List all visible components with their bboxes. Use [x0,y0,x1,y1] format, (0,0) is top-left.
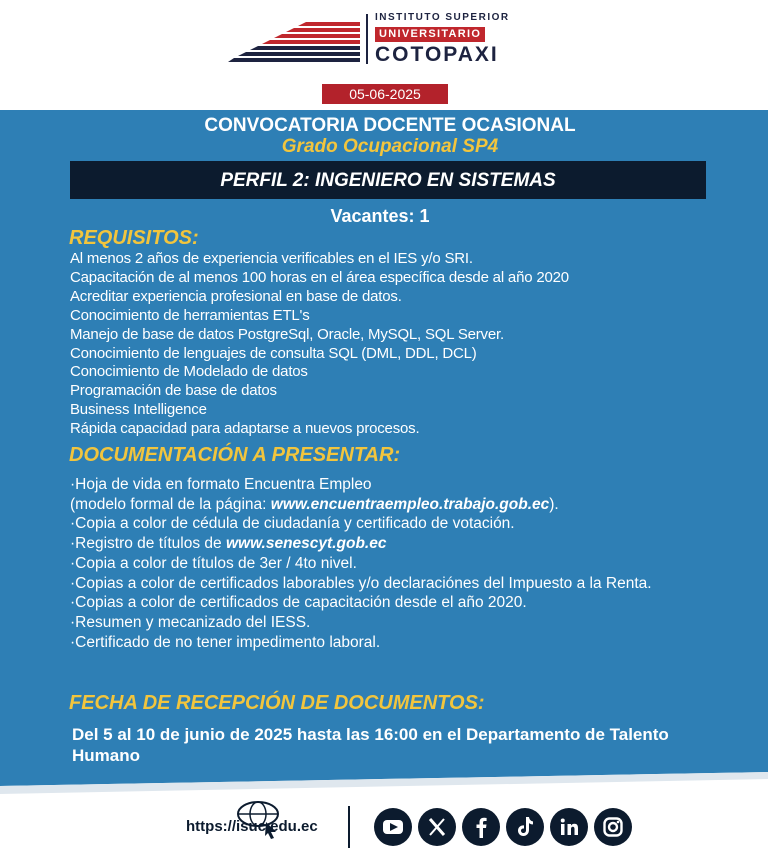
requirement-item: Capacitación de al menos 100 horas en el área específica desde al año 2020 [70,268,569,286]
document-item: ·Copia a color de títulos de 3er / 4to nivel. [70,554,357,572]
requirement-item: Al menos 2 años de experiencia verificables en el IES y/o SRI. [70,250,473,267]
reception-text: Del 5 al 10 de junio de 2025 hasta las 16:00 en el Departamento de Talento Humano [72,725,669,765]
instagram-icon[interactable] [594,808,632,846]
vacancies: Vacantes: 1 [330,206,430,226]
document-item [70,534,720,554]
date-badge: 05-06-2025 [322,84,448,106]
tiktok-icon[interactable] [506,808,544,846]
website-link[interactable]: https://isuc.edu.ec [186,818,318,835]
reception-heading: FECHA DE RECEPCIÓN DE DOCUMENTOS: [69,692,485,714]
requirements-list [70,250,730,439]
youtube-icon[interactable] [374,808,412,846]
document-item: ·Copias a color de certificados de capacitación desde el año 2020. [70,594,527,612]
document-item [70,475,720,514]
document-item-text: ·Registro de títulos de [70,535,226,553]
document-item-text: ·Hoja de vida en formato Encuentra Empleo [70,476,372,493]
logo-line1: INSTITUTO SUPERIOR [375,12,510,23]
document-item: ·Resumen y mecanizado del IESS. [70,613,311,631]
facebook-icon[interactable] [462,808,500,846]
footer-divider [348,806,350,848]
linkedin-icon[interactable] [550,808,588,846]
requirement-item: Business Intelligence [70,401,207,419]
institute-logo-mark [228,18,360,66]
senescyt-link[interactable]: www.senescyt.gob.ec [225,535,387,553]
requirement-item: Manejo de base de datos PostgreSql, Oracle, MySQL, SQL Server. [70,325,504,343]
page-title: CONVOCATORIA DOCENTE OCASIONAL [204,115,576,136]
profile-banner: PERFIL 2: INGENIERO EN SISTEMAS [70,161,706,199]
document-item-text: ). [549,495,559,513]
requirement-item: Acreditar experiencia profesional en base de datos. [70,287,402,305]
document-item: ·Copias a color de certificados laborables y/o declaraciónes del Impuesto a la Renta. [70,574,652,592]
documents-heading: DOCUMENTACIÓN A PRESENTAR: [69,444,401,466]
x-icon[interactable] [418,808,456,846]
document-item: ·Copia a color de cédula de ciudadanía y certificado de votación. [70,515,515,533]
documents-list [70,475,720,652]
requirements-heading: REQUISITOS: [69,227,199,249]
encuentraempleo-link[interactable]: www.encuentraempleo.trabajo.gob.ec [270,495,550,513]
logo-line2: UNIVERSITARIO [375,27,485,42]
document-item: ·Certificado de no tener impedimento laboral. [70,633,381,651]
page-subtitle: Grado Ocupacional SP4 [281,136,499,157]
logo-line3: COTOPAXI [375,43,499,66]
logo-divider [366,14,368,64]
document-item-text: (modelo formal de la página: [70,495,271,513]
requirement-item: Conocimiento de Modelado de datos [70,363,308,381]
requirement-item: Programación de base de datos [70,382,277,400]
institute-logo-text [375,12,515,67]
requirement-item: Conocimiento de lenguajes de consulta SQL (DML, DDL, DCL) [70,344,477,362]
requirement-item: Rápida capacidad para adaptarse a nuevos procesos. [70,420,420,438]
requirement-item: Conocimiento de herramientas ETL's [70,306,310,324]
